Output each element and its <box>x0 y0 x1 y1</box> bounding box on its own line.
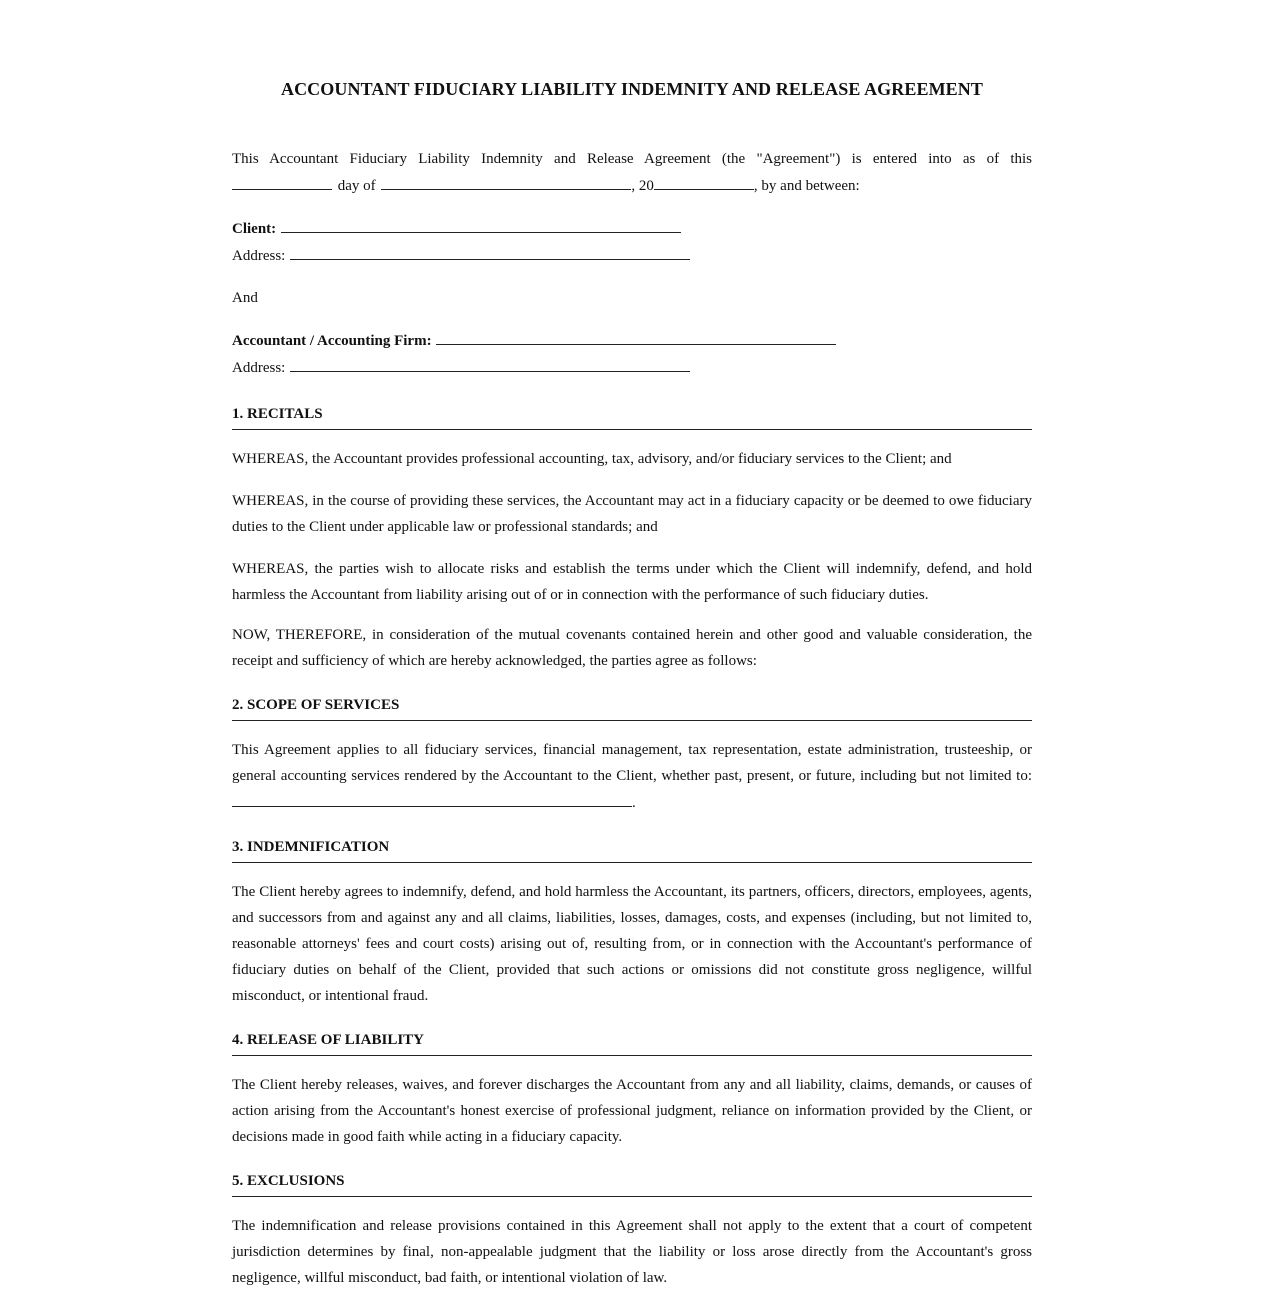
agreement-page <box>232 76 1032 1291</box>
accountant-address-label: Address: <box>232 360 286 376</box>
recital-paragraph: WHEREAS, in the course of providing these services, the Accountant may act in a fiduciary capacity or be deemed to owe fiduciary duties to the Client under applicable law or professional standards; and <box>232 493 1032 535</box>
intro-date-line <box>232 172 1032 199</box>
scope-blank[interactable] <box>232 789 632 807</box>
intro-text: This Accountant Fiduciary Liability Indemnity and Release Agreement (the "Agreement") is entered into as of this <box>232 151 1032 167</box>
indemnification-paragraph: The Client hereby agrees to indemnify, defend, and hold harmless the Accountant, its partners, officers, directors, employees, agents, and successors from and against any and all claims, liabilities, losses, damages, costs, and expenses (including, but not limited to, reasonable attorneys' fees and court costs) arising out of, resulting from, or in connection with the Accountant's performance of fiduciary duties on behalf of the Client, provided that such actions or omissions did not constitute gross negligence, willful misconduct, or intentional fraud. <box>232 884 1032 1004</box>
scope-paragraph <box>232 737 1032 816</box>
month-blank[interactable] <box>381 172 631 190</box>
intro-paragraph <box>232 146 1032 172</box>
day-blank[interactable] <box>232 172 332 190</box>
and-text: And <box>232 290 258 306</box>
section-heading-recitals: 1. RECITALS <box>232 401 1032 430</box>
by-and-between-text: , by and between: <box>753 178 860 194</box>
client-address-line <box>232 242 1032 269</box>
client-name-blank[interactable] <box>281 215 681 233</box>
comma-20-text: , 20 <box>631 178 654 194</box>
document-title: ACCOUNTANT FIDUCIARY LIABILITY INDEMNITY AND RELEASE AGREEMENT <box>280 79 983 99</box>
release-paragraph: The Client hereby releases, waives, and forever discharges the Accountant from any and all liability, claims, demands, or causes of action arising from the Accountant's honest exercise of professional judgment, reliance on information provided by the Client, or decisions made in good faith while acting in a fiduciary capacity. <box>232 1077 1032 1145</box>
recital-paragraph: NOW, THEREFORE, in consideration of the mutual covenants contained herein and other good and valuable consideration, the receipt and sufficiency of which are hereby acknowledged, the parties agree as follows: <box>232 627 1032 669</box>
client-label: Client: <box>232 221 277 237</box>
accountant-address-blank[interactable] <box>290 354 690 372</box>
accountant-label: Accountant / Accounting Firm: <box>232 333 432 349</box>
section-heading-indemnification: 3. INDEMNIFICATION <box>232 834 1032 863</box>
scope-suffix: . <box>632 795 636 811</box>
client-address-label: Address: <box>232 248 286 264</box>
recital-paragraph: WHEREAS, the parties wish to allocate risks and establish the terms under which the Client will indemnify, defend, and hold harmless the Accountant from liability arising out of or in connection with the performance of such fiduciary duties. <box>232 561 1032 603</box>
client-address-blank[interactable] <box>290 242 690 260</box>
day-of-text: day of <box>337 178 376 194</box>
year-blank[interactable] <box>654 172 754 190</box>
section-heading-exclusions: 5. EXCLUSIONS <box>232 1168 1032 1197</box>
accountant-address-line <box>232 354 1032 381</box>
accountant-line <box>232 327 1032 354</box>
section-heading-release: 4. RELEASE OF LIABILITY <box>232 1027 1032 1056</box>
client-line <box>232 215 1032 242</box>
accountant-name-blank[interactable] <box>436 327 836 345</box>
scope-text: This Agreement applies to all fiduciary services, financial management, tax representation, estate administration, trusteeship, or general accounting services rendered by the Accountant to the Client, whether past, present, or future, including but not limited to: <box>232 742 1032 784</box>
exclusions-paragraph: The indemnification and release provisions contained in this Agreement shall not apply to the extent that a court of competent jurisdiction determines by final, non-appealable judgment that the liability or loss arose directly from the Accountant's gross negligence, willful misconduct, bad faith, or intentional violation of law. <box>232 1218 1032 1286</box>
recital-paragraph: WHEREAS, the Accountant provides professional accounting, tax, advisory, and/or fiduciary services to the Client; and <box>232 451 952 467</box>
section-heading-scope: 2. SCOPE OF SERVICES <box>232 692 1032 721</box>
